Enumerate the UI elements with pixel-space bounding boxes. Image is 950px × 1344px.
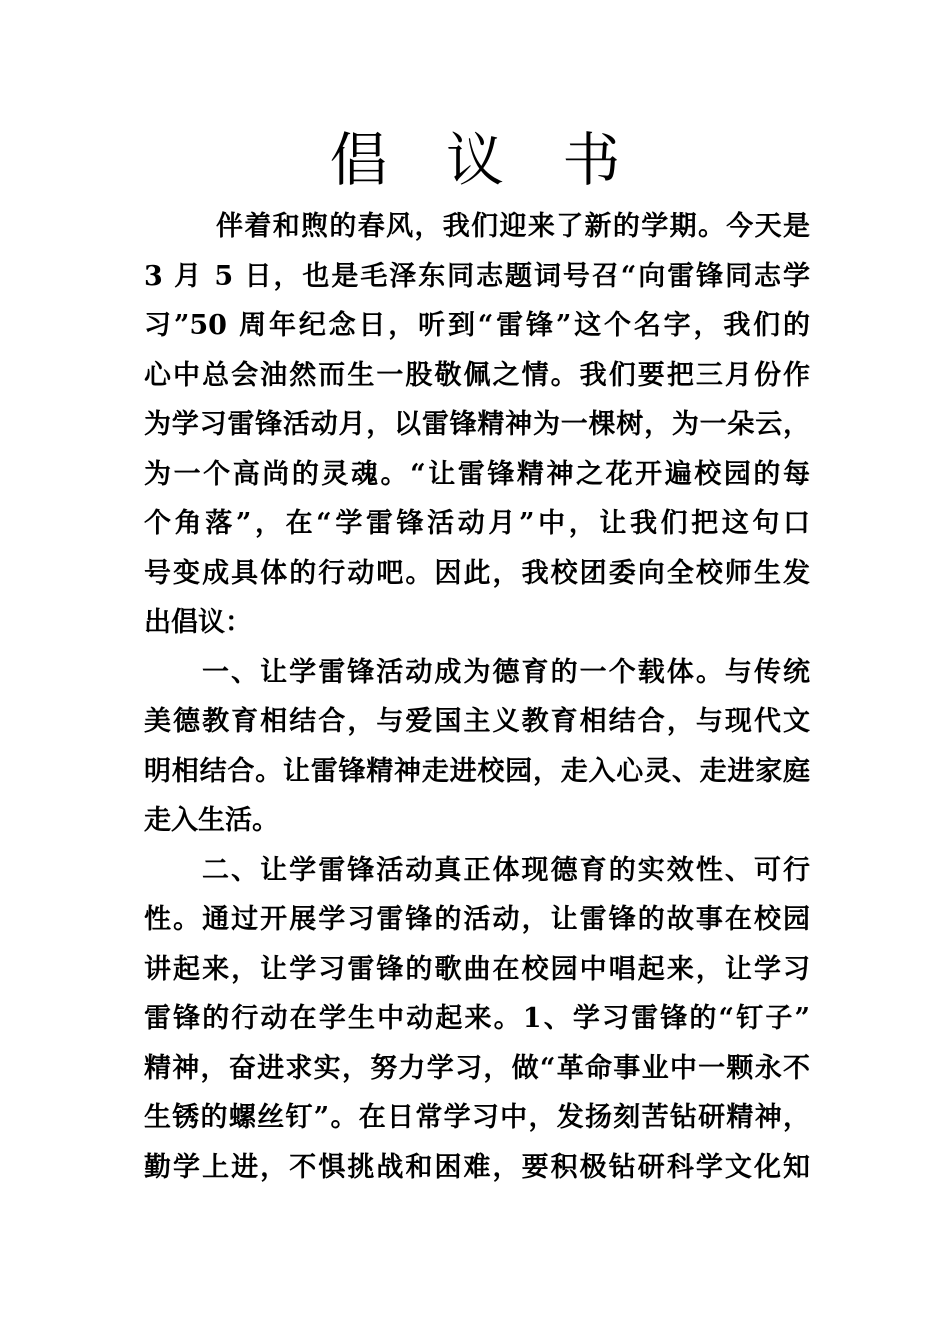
paragraph-intro	[144, 202, 810, 648]
text-line: 个角落”，在“学雷锋活动月”中，让我们把这句口	[144, 508, 810, 539]
paragraph-point-two	[144, 846, 810, 1193]
text-line: 二、让学雷锋活动真正体现德育的实效性、可行	[202, 854, 810, 886]
document-body	[144, 202, 810, 1192]
text-line: 心中总会油然而生一股敬佩之情。我们要把三月份作	[144, 359, 810, 391]
text-line: 走入生活。	[144, 805, 279, 836]
text-line: 精神，奋进求实，努力学习，做“革命事业中一颗永不	[144, 1052, 810, 1084]
text-line: 3 月 5 日，也是毛泽东同志题词号召“向雷锋同志学	[144, 260, 810, 292]
text-line: 讲起来，让学习雷锋的歌曲在校园中唱起来，让学习	[144, 953, 810, 985]
text-line: 习”50 周年纪念日，听到“雷锋”这个名字，我们的	[144, 310, 810, 341]
text-line: 雷锋的行动在学生中动起来。1、学习雷锋的“钉子”	[144, 1003, 810, 1034]
paragraph-point-one	[144, 648, 810, 846]
text-line: 为学习雷锋活动月，以雷锋精神为一棵树，为一朵云，	[144, 409, 810, 440]
text-line: 一、让学雷锋活动成为德育的一个载体。与传统	[202, 656, 810, 688]
text-line: 明相结合。让雷锋精神走进校园，走入心灵、走进家庭	[144, 755, 810, 787]
text-line: 生锈的螺丝钉”。在日常学习中，发扬刻苦钻研精神，	[144, 1102, 810, 1133]
text-line: 为一个高尚的灵魂。“让雷锋精神之花开遍校园的每	[144, 458, 810, 490]
text-line: 性。通过开展学习雷锋的活动，让雷锋的故事在校园	[144, 904, 810, 935]
text-line: 出倡议：	[144, 607, 252, 638]
document-title: 倡 议 书	[329, 126, 641, 194]
text-line: 勤学上进，不惧挑战和困难，要积极钻研科学文化知	[144, 1151, 810, 1183]
text-line: 号变成具体的行动吧。因此，我校团委向全校师生发	[144, 557, 810, 589]
text-line: 伴着和煦的春风，我们迎来了新的学期。今天是	[216, 211, 810, 242]
text-line: 美德教育相结合，与爱国主义教育相结合，与现代文	[144, 706, 810, 737]
